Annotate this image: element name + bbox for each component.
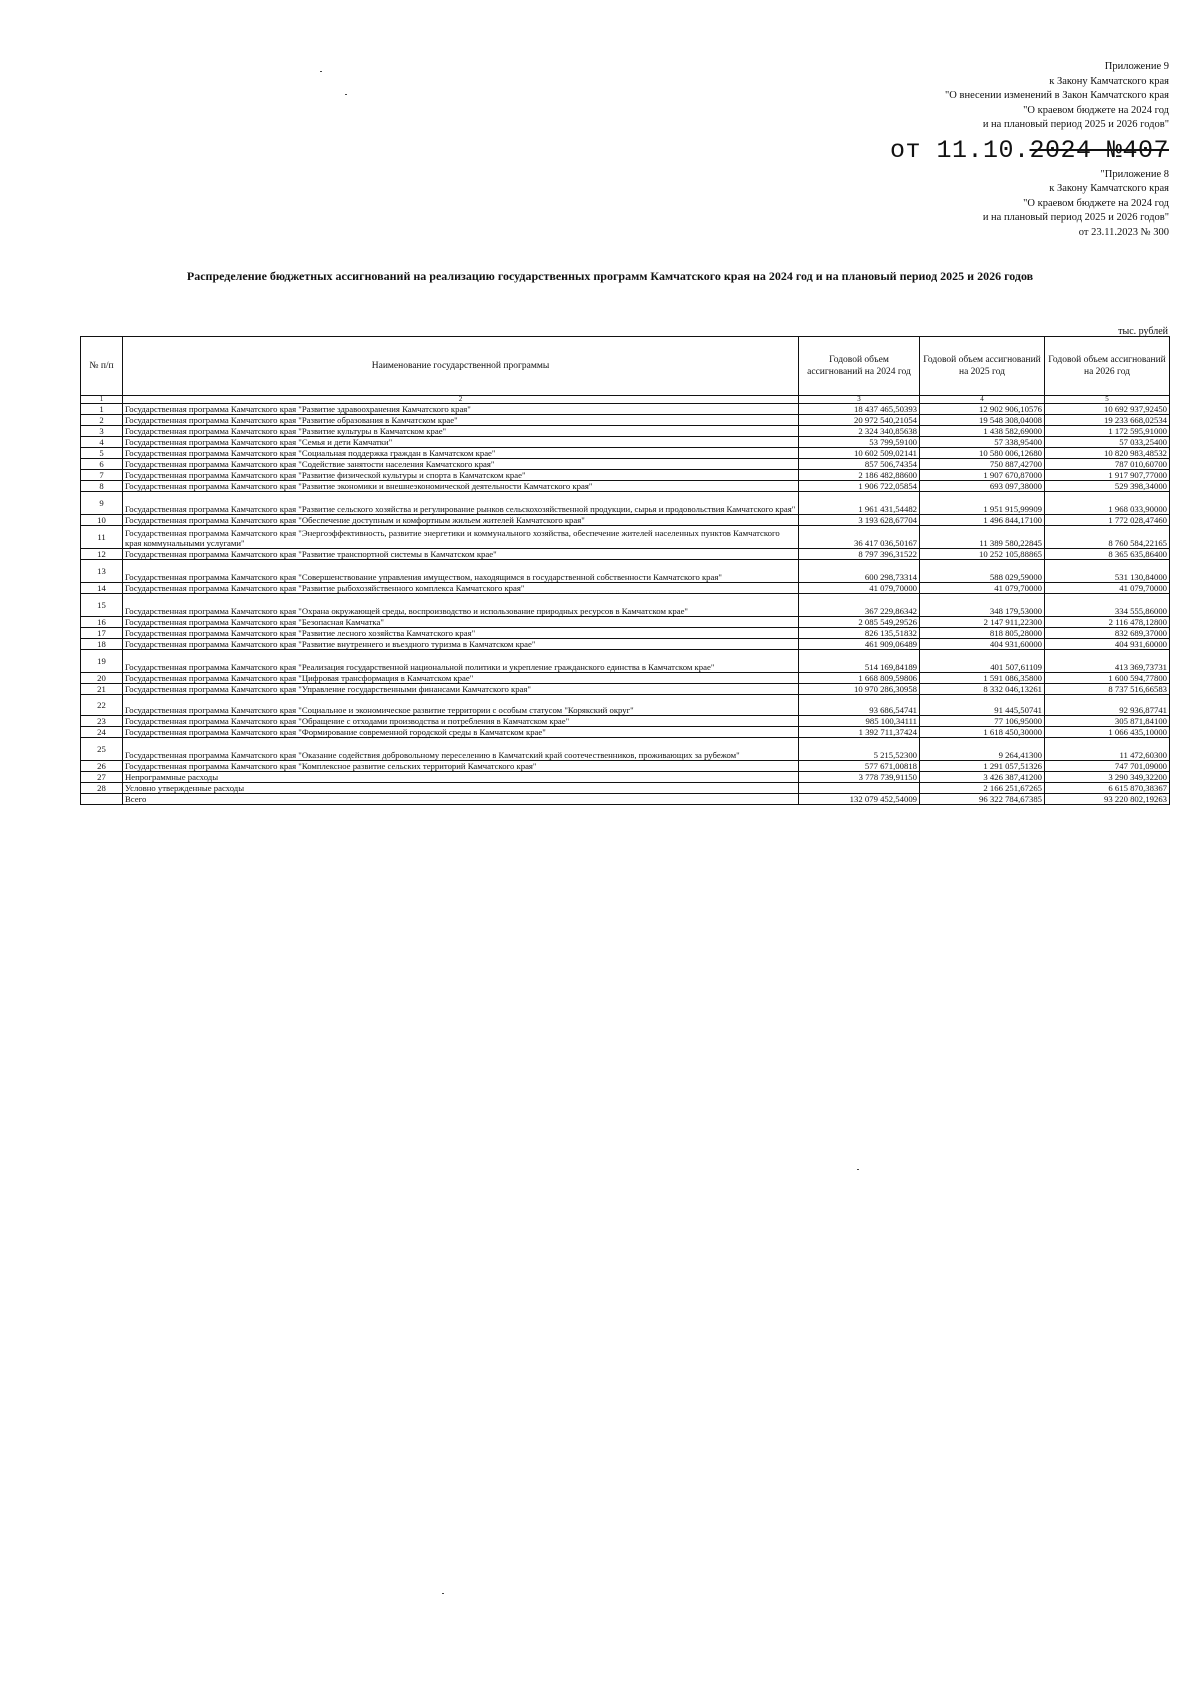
value-2026: 531 130,84000 [1045, 560, 1170, 583]
value-2024: 20 972 540,21054 [799, 415, 920, 426]
value-2025: 19 548 308,04008 [920, 415, 1045, 426]
col-header-2026: Годовой объем ассигнований на 2026 год [1045, 337, 1170, 396]
value-2025: 1 591 086,35800 [920, 673, 1045, 684]
table-row [81, 560, 1170, 583]
value-2025: 1 951 915,99909 [920, 492, 1045, 515]
row-number: 28 [81, 783, 123, 794]
scan-speck [857, 1169, 859, 1170]
program-name: Государственная программа Камчатского края "Развитие образования в Камчатском крае" [123, 415, 799, 426]
value-2025: 41 079,70000 [920, 583, 1045, 594]
budget-table [80, 336, 1170, 805]
program-name: Условно утвержденные расходы [123, 783, 799, 794]
program-name: Государственная программа Камчатского края "Обращение с отходами производства и потребления в Камчатском крае" [123, 716, 799, 727]
row-number: 7 [81, 470, 123, 481]
program-name: Государственная программа Камчатского края "Развитие рыбохозяйственного комплекса Камчатского края" [123, 583, 799, 594]
value-2025: 1 291 057,51326 [920, 761, 1045, 772]
value-2024: 1 906 722,05854 [799, 481, 920, 492]
table-row [81, 448, 1170, 459]
value-2026: 92 936,87741 [1045, 695, 1170, 716]
program-name: Государственная программа Камчатского края "Семья и дети Камчатки" [123, 437, 799, 448]
value-2026: 11 472,60300 [1045, 738, 1170, 761]
row-number: 25 [81, 738, 123, 761]
value-2025: 401 507,61109 [920, 650, 1045, 673]
table-row [81, 650, 1170, 673]
row-number: 6 [81, 459, 123, 470]
table-row [81, 549, 1170, 560]
row-number: 26 [81, 761, 123, 772]
value-2026: 1 917 907,77000 [1045, 470, 1170, 481]
table-body [81, 404, 1170, 805]
row-number: 2 [81, 415, 123, 426]
table-row [81, 426, 1170, 437]
table-row [81, 481, 1170, 492]
appendix-line: "О краевом бюджете на 2024 год [1023, 197, 1169, 209]
value-2026: 529 398,34000 [1045, 481, 1170, 492]
program-name: Государственная программа Камчатского края "Социальная поддержка граждан в Камчатском крае" [123, 448, 799, 459]
row-number: 17 [81, 628, 123, 639]
value-2024: 514 169,84189 [799, 650, 920, 673]
program-name: Государственная программа Камчатского края "Развитие здравоохранения Камчатского края" [123, 404, 799, 415]
column-index: 4 [920, 396, 1045, 404]
value-2025: 348 179,53000 [920, 594, 1045, 617]
value-2026: 6 615 870,38367 [1045, 783, 1170, 794]
value-2025: 9 264,41300 [920, 738, 1045, 761]
value-2026: 305 871,84100 [1045, 716, 1170, 727]
value-2026: 8 365 635,86400 [1045, 549, 1170, 560]
value-2024: 3 193 628,67704 [799, 515, 920, 526]
value-2026: 1 600 594,77800 [1045, 673, 1170, 684]
program-name: Государственная программа Камчатского края "Безопасная Камчатка" [123, 617, 799, 628]
table-row [81, 470, 1170, 481]
table-row [81, 772, 1170, 783]
value-2025: 96 322 784,67385 [920, 794, 1045, 805]
table-row [81, 492, 1170, 515]
program-name: Государственная программа Камчатского края "Развитие транспортной системы в Камчатском крае" [123, 549, 799, 560]
document-title: Распределение бюджетных ассигнований на реализацию государственных программ Камчатского края на 2024 год и на плановый период 2025 и 2026 годов [186, 269, 1034, 283]
appendix-line: "Приложение 8 [1100, 168, 1169, 180]
value-2026: 19 233 668,02534 [1045, 415, 1170, 426]
program-name: Государственная программа Камчатского края "Формирование современной городской среды в Камчатском крае" [123, 727, 799, 738]
row-number: 23 [81, 716, 123, 727]
row-number: 1 [81, 404, 123, 415]
row-number: 20 [81, 673, 123, 684]
scan-speck [442, 1593, 444, 1594]
value-2024: 2 186 482,88600 [799, 470, 920, 481]
value-2024: 2 085 549,29526 [799, 617, 920, 628]
table-row [81, 673, 1170, 684]
program-name: Государственная программа Камчатского края "Обеспечение доступным и комфортным жильем жителей Камчатского края" [123, 515, 799, 526]
value-2024: 53 799,59100 [799, 437, 920, 448]
table-row [81, 727, 1170, 738]
value-2025: 2 166 251,67265 [920, 783, 1045, 794]
value-2025: 588 029,59000 [920, 560, 1045, 583]
appendix-header [689, 60, 1169, 240]
value-2025: 1 496 844,17100 [920, 515, 1045, 526]
program-name: Государственная программа Камчатского края "Развитие лесного хозяйства Камчатского края" [123, 628, 799, 639]
program-name: Всего [123, 794, 799, 805]
row-number: 9 [81, 492, 123, 515]
value-2026: 334 555,86000 [1045, 594, 1170, 617]
table-row [81, 684, 1170, 695]
value-2025: 404 931,60000 [920, 639, 1045, 650]
value-2025: 77 106,95000 [920, 716, 1045, 727]
table-row [81, 526, 1170, 549]
value-2024: 132 079 452,54009 [799, 794, 920, 805]
value-2026: 8 737 516,66583 [1045, 684, 1170, 695]
value-2025: 2 147 911,22300 [920, 617, 1045, 628]
value-2024: 36 417 036,50167 [799, 526, 920, 549]
col-header-2024: Годовой объем ассигнований на 2024 год [799, 337, 920, 396]
value-2025: 3 426 387,41200 [920, 772, 1045, 783]
value-2024: 367 229,86342 [799, 594, 920, 617]
scan-speck [320, 71, 322, 72]
row-number: 14 [81, 583, 123, 594]
table-row [81, 617, 1170, 628]
appendix-line: и на плановый период 2025 и 2026 годов" [982, 119, 1169, 130]
value-2026: 747 701,09000 [1045, 761, 1170, 772]
column-index: 2 [123, 396, 799, 404]
value-2024 [799, 783, 920, 794]
value-2024: 826 135,51832 [799, 628, 920, 639]
value-2026: 1 968 033,90000 [1045, 492, 1170, 515]
value-2026: 787 010,60700 [1045, 459, 1170, 470]
row-number: 3 [81, 426, 123, 437]
value-2024: 600 298,73314 [799, 560, 920, 583]
table-row [81, 404, 1170, 415]
value-2024: 41 079,70000 [799, 583, 920, 594]
value-2024: 10 970 286,30958 [799, 684, 920, 695]
row-number: 21 [81, 684, 123, 695]
value-2026: 93 220 802,19263 [1045, 794, 1170, 805]
program-name: Государственная программа Камчатского края "Развитие культуры в Камчатском крае" [123, 426, 799, 437]
appendix-line: от 23.11.2023 № 300 [1078, 226, 1169, 238]
value-2024: 1 961 431,54482 [799, 492, 920, 515]
row-number: 18 [81, 639, 123, 650]
table-row [81, 515, 1170, 526]
table-row [81, 794, 1170, 805]
program-name: Непрограммные расходы [123, 772, 799, 783]
appendix-line: к Закону Камчатского края [1049, 75, 1169, 87]
stamp-date: от 11.10. [889, 135, 1030, 165]
value-2025: 8 332 046,13261 [920, 684, 1045, 695]
table-row [81, 628, 1170, 639]
row-number: 19 [81, 650, 123, 673]
value-2025: 1 618 450,30000 [920, 727, 1045, 738]
table-row [81, 594, 1170, 617]
col-header-2025: Годовой объем ассигнований на 2025 год [920, 337, 1045, 396]
column-index: 5 [1045, 396, 1170, 404]
table-row [81, 459, 1170, 470]
value-2024: 1 668 809,59806 [799, 673, 920, 684]
value-2026: 2 116 478,12800 [1045, 617, 1170, 628]
value-2025: 693 097,38000 [920, 481, 1045, 492]
table-row [81, 716, 1170, 727]
program-name: Государственная программа Камчатского края "Цифровая трансформация в Камчатском крае" [123, 673, 799, 684]
col-header-number: № п/п [81, 337, 123, 396]
row-number: 16 [81, 617, 123, 628]
value-2024: 857 506,74354 [799, 459, 920, 470]
value-2024: 577 671,00818 [799, 761, 920, 772]
value-2025: 818 805,28000 [920, 628, 1045, 639]
program-name: Государственная программа Камчатского края "Энергоэффективность, развитие энергетики и коммунального хозяйства, обеспечение жителей населенных пунктов Камчатского края коммунальными услугами" [123, 526, 799, 549]
column-index-row [81, 396, 1170, 404]
appendix-line: и на плановый период 2025 и 2026 годов" [982, 212, 1169, 223]
value-2026: 10 820 983,48532 [1045, 448, 1170, 459]
program-name: Государственная программа Камчатского края "Развитие физической культуры и спорта в Камчатском крае" [123, 470, 799, 481]
appendix-line: Приложение 9 [1104, 61, 1169, 72]
value-2024: 3 778 739,91150 [799, 772, 920, 783]
program-name: Государственная программа Камчатского края "Комплексное развитие сельских территорий Камчатского края" [123, 761, 799, 772]
row-number: 10 [81, 515, 123, 526]
value-2024: 1 392 711,37424 [799, 727, 920, 738]
value-2024: 461 909,06489 [799, 639, 920, 650]
program-name: Государственная программа Камчатского края "Содействие занятости населения Камчатского края" [123, 459, 799, 470]
program-name: Государственная программа Камчатского края "Совершенствование управления имуществом, находящимся в государственной собственности Камчатского края" [123, 560, 799, 583]
table-row [81, 583, 1170, 594]
row-number: 13 [81, 560, 123, 583]
appendix-line: "О внесении изменений в Закон Камчатского края [945, 90, 1169, 101]
value-2025: 10 580 006,12680 [920, 448, 1045, 459]
program-name: Государственная программа Камчатского края "Оказание содействия добровольному переселению в Камчатский край соотечественников, проживающих за рубежом" [123, 738, 799, 761]
value-2024: 18 437 465,50393 [799, 404, 920, 415]
table-row [81, 695, 1170, 716]
value-2026: 10 692 937,92450 [1045, 404, 1170, 415]
row-number: 24 [81, 727, 123, 738]
value-2026: 1 772 028,47460 [1045, 515, 1170, 526]
row-number: 5 [81, 448, 123, 459]
row-number: 15 [81, 594, 123, 617]
value-2024: 8 797 396,31522 [799, 549, 920, 560]
value-2025: 10 252 105,88865 [920, 549, 1045, 560]
value-2024: 2 324 340,85638 [799, 426, 920, 437]
value-2026: 1 066 435,10000 [1045, 727, 1170, 738]
program-name: Государственная программа Камчатского края "Развитие сельского хозяйства и регулирование рынков сельскохозяйственной продукции, сырья и продовольствия Камчатского края" [123, 492, 799, 515]
table-row [81, 738, 1170, 761]
value-2025: 750 887,42700 [920, 459, 1045, 470]
value-2026: 404 931,60000 [1045, 639, 1170, 650]
value-2025: 1 438 582,69000 [920, 426, 1045, 437]
value-2026: 57 033,25400 [1045, 437, 1170, 448]
value-2024: 985 100,34111 [799, 716, 920, 727]
table-row [81, 639, 1170, 650]
value-2026: 413 369,73731 [1045, 650, 1170, 673]
row-number: 8 [81, 481, 123, 492]
table-header-row [81, 337, 1170, 396]
table-row [81, 415, 1170, 426]
program-name: Государственная программа Камчатского края "Социальное и экономическое развитие территории с особым статусом "Корякский округ" [123, 695, 799, 716]
table-row [81, 783, 1170, 794]
program-name: Государственная программа Камчатского края "Развитие внутреннего и въездного туризма в Камчатском крае" [123, 639, 799, 650]
col-header-program-name: Наименование государственной программы [123, 337, 799, 396]
row-number: 22 [81, 695, 123, 716]
program-name: Государственная программа Камчатского края "Реализация государственной национальной политики и укрепление гражданского единства в Камчатском крае" [123, 650, 799, 673]
value-2026: 3 290 349,32200 [1045, 772, 1170, 783]
scan-speck [345, 94, 347, 95]
row-number: 12 [81, 549, 123, 560]
program-name: Государственная программа Камчатского края "Развитие экономики и внешнеэкономической деятельности Камчатского края" [123, 481, 799, 492]
value-2024: 5 215,52300 [799, 738, 920, 761]
column-index: 1 [81, 396, 123, 404]
stamp-number: 2024 №407 [1029, 135, 1169, 165]
value-2025: 11 389 580,22845 [920, 526, 1045, 549]
value-2026: 41 079,70000 [1045, 583, 1170, 594]
value-2026: 8 760 584,22165 [1045, 526, 1170, 549]
value-2026: 1 172 595,91000 [1045, 426, 1170, 437]
program-name: Государственная программа Камчатского края "Охрана окружающей среды, воспроизводство и использование природных ресурсов в Камчатском крае" [123, 594, 799, 617]
row-number: 4 [81, 437, 123, 448]
column-index: 3 [799, 396, 920, 404]
value-2025: 57 338,95400 [920, 437, 1045, 448]
row-number: 11 [81, 526, 123, 549]
table-row [81, 761, 1170, 772]
value-2024: 10 602 509,02141 [799, 448, 920, 459]
value-2026: 832 689,37000 [1045, 628, 1170, 639]
date-stamp [689, 136, 1169, 166]
table-row [81, 437, 1170, 448]
program-name: Государственная программа Камчатского края "Управление государственными финансами Камчатского края" [123, 684, 799, 695]
value-2024: 93 686,54741 [799, 695, 920, 716]
appendix-line: к Закону Камчатского края [1049, 183, 1169, 194]
value-2025: 91 445,50741 [920, 695, 1045, 716]
appendix-line: "О краевом бюджете на 2024 год [1023, 104, 1169, 116]
row-number [81, 794, 123, 805]
value-2025: 1 907 670,87000 [920, 470, 1045, 481]
row-number: 27 [81, 772, 123, 783]
value-2025: 12 902 906,10576 [920, 404, 1045, 415]
units-label: тыс. рублей [1118, 326, 1168, 337]
